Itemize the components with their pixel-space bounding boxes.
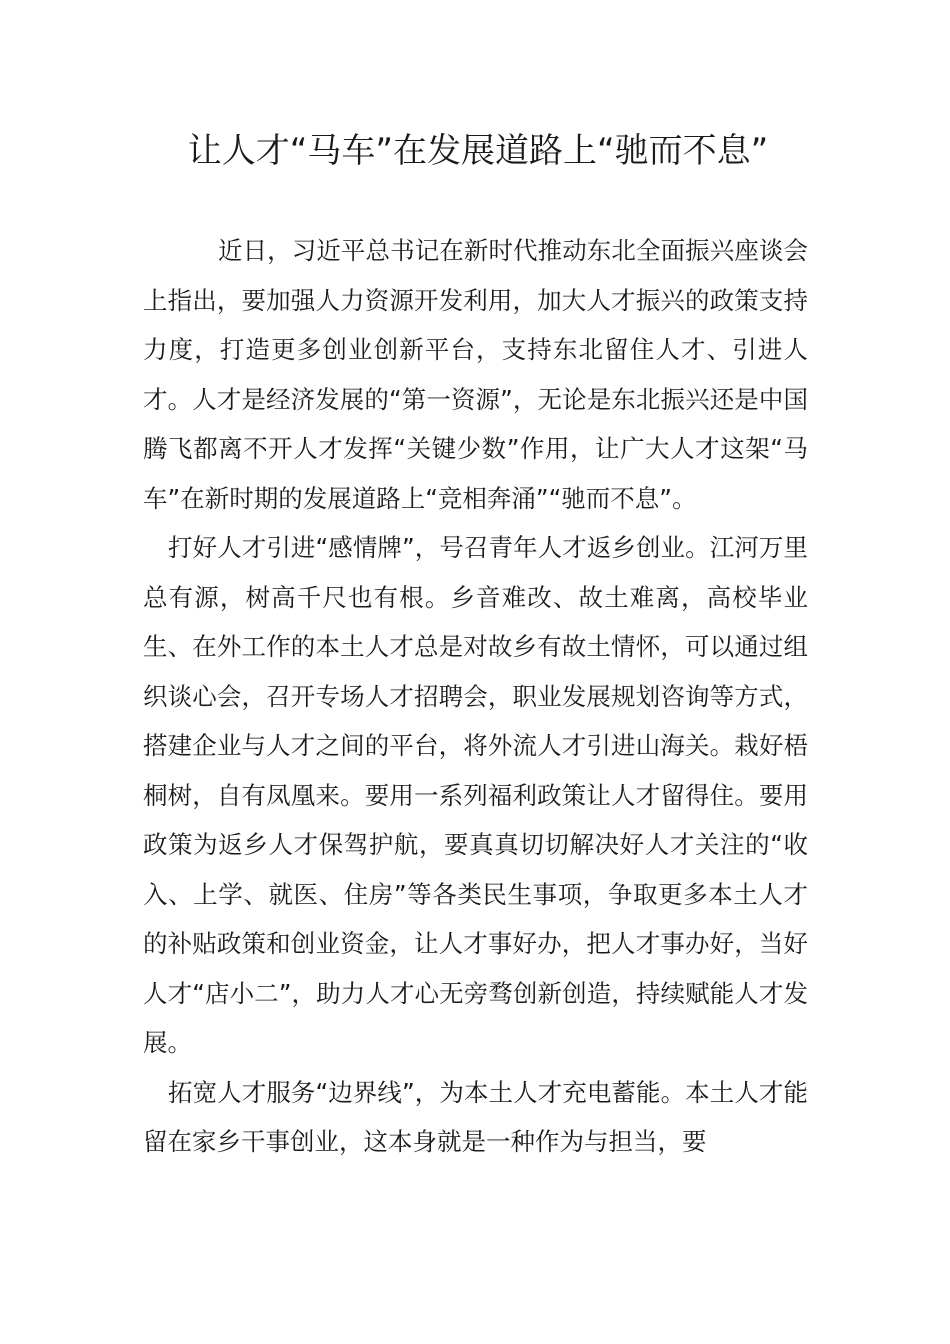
article-title: 让人才“马车”在发展道路上“驰而不息”: [187, 131, 769, 171]
paragraph-talent-service: 拓宽人才服务“边界线”，为本土人才充电蓄能。本土人才能留在家乡干事创业，这本身就是一种作为与担当，要: [143, 1077, 808, 1156]
paragraph-talent-introduction: 打好人才引进“感情牌”，号召青年人才返乡创业。江河万里总有源，树高千尺也有根。乡音难改、故土难离，高校毕业生、在外工作的本土人才总是对故乡有故土情怀，可以通过组织谈心会，召开专场人才招聘会，职业发展规划咨询等方式，搭建企业与人才之间的平台，将外流人才引进山海关。栽好梧桐树，自有凤凰来。要用一系列福利政策让人才留得住。要用政策为返乡人才保驾护航，要真真切切解决好人才关注的“收入、上学、就医、住房”等各类民生事项，争取更多本土人才的补贴政策和创业资金，让人才事好办，把人才事办好，当好人才“店小二”，助力人才心无旁骛创新创造，持续赋能人才发展。: [143, 533, 808, 1057]
paragraph-intro: 近日，习近平总书记在新时代推动东北全面振兴座谈会上指出，要加强人力资源开发利用，加大人才振兴的政策支持力度，打造更多创业创新平台，支持东北留住人才、引进人才。人才是经济发展的“第一资源”，无论是东北振兴还是中国腾飞都离不开人才发挥“关键少数”作用，让广大人才这架“马车”在新时期的发展道路上“竞相奔涌”“驰而不息”。: [143, 236, 808, 513]
article-body: [143, 226, 808, 1167]
